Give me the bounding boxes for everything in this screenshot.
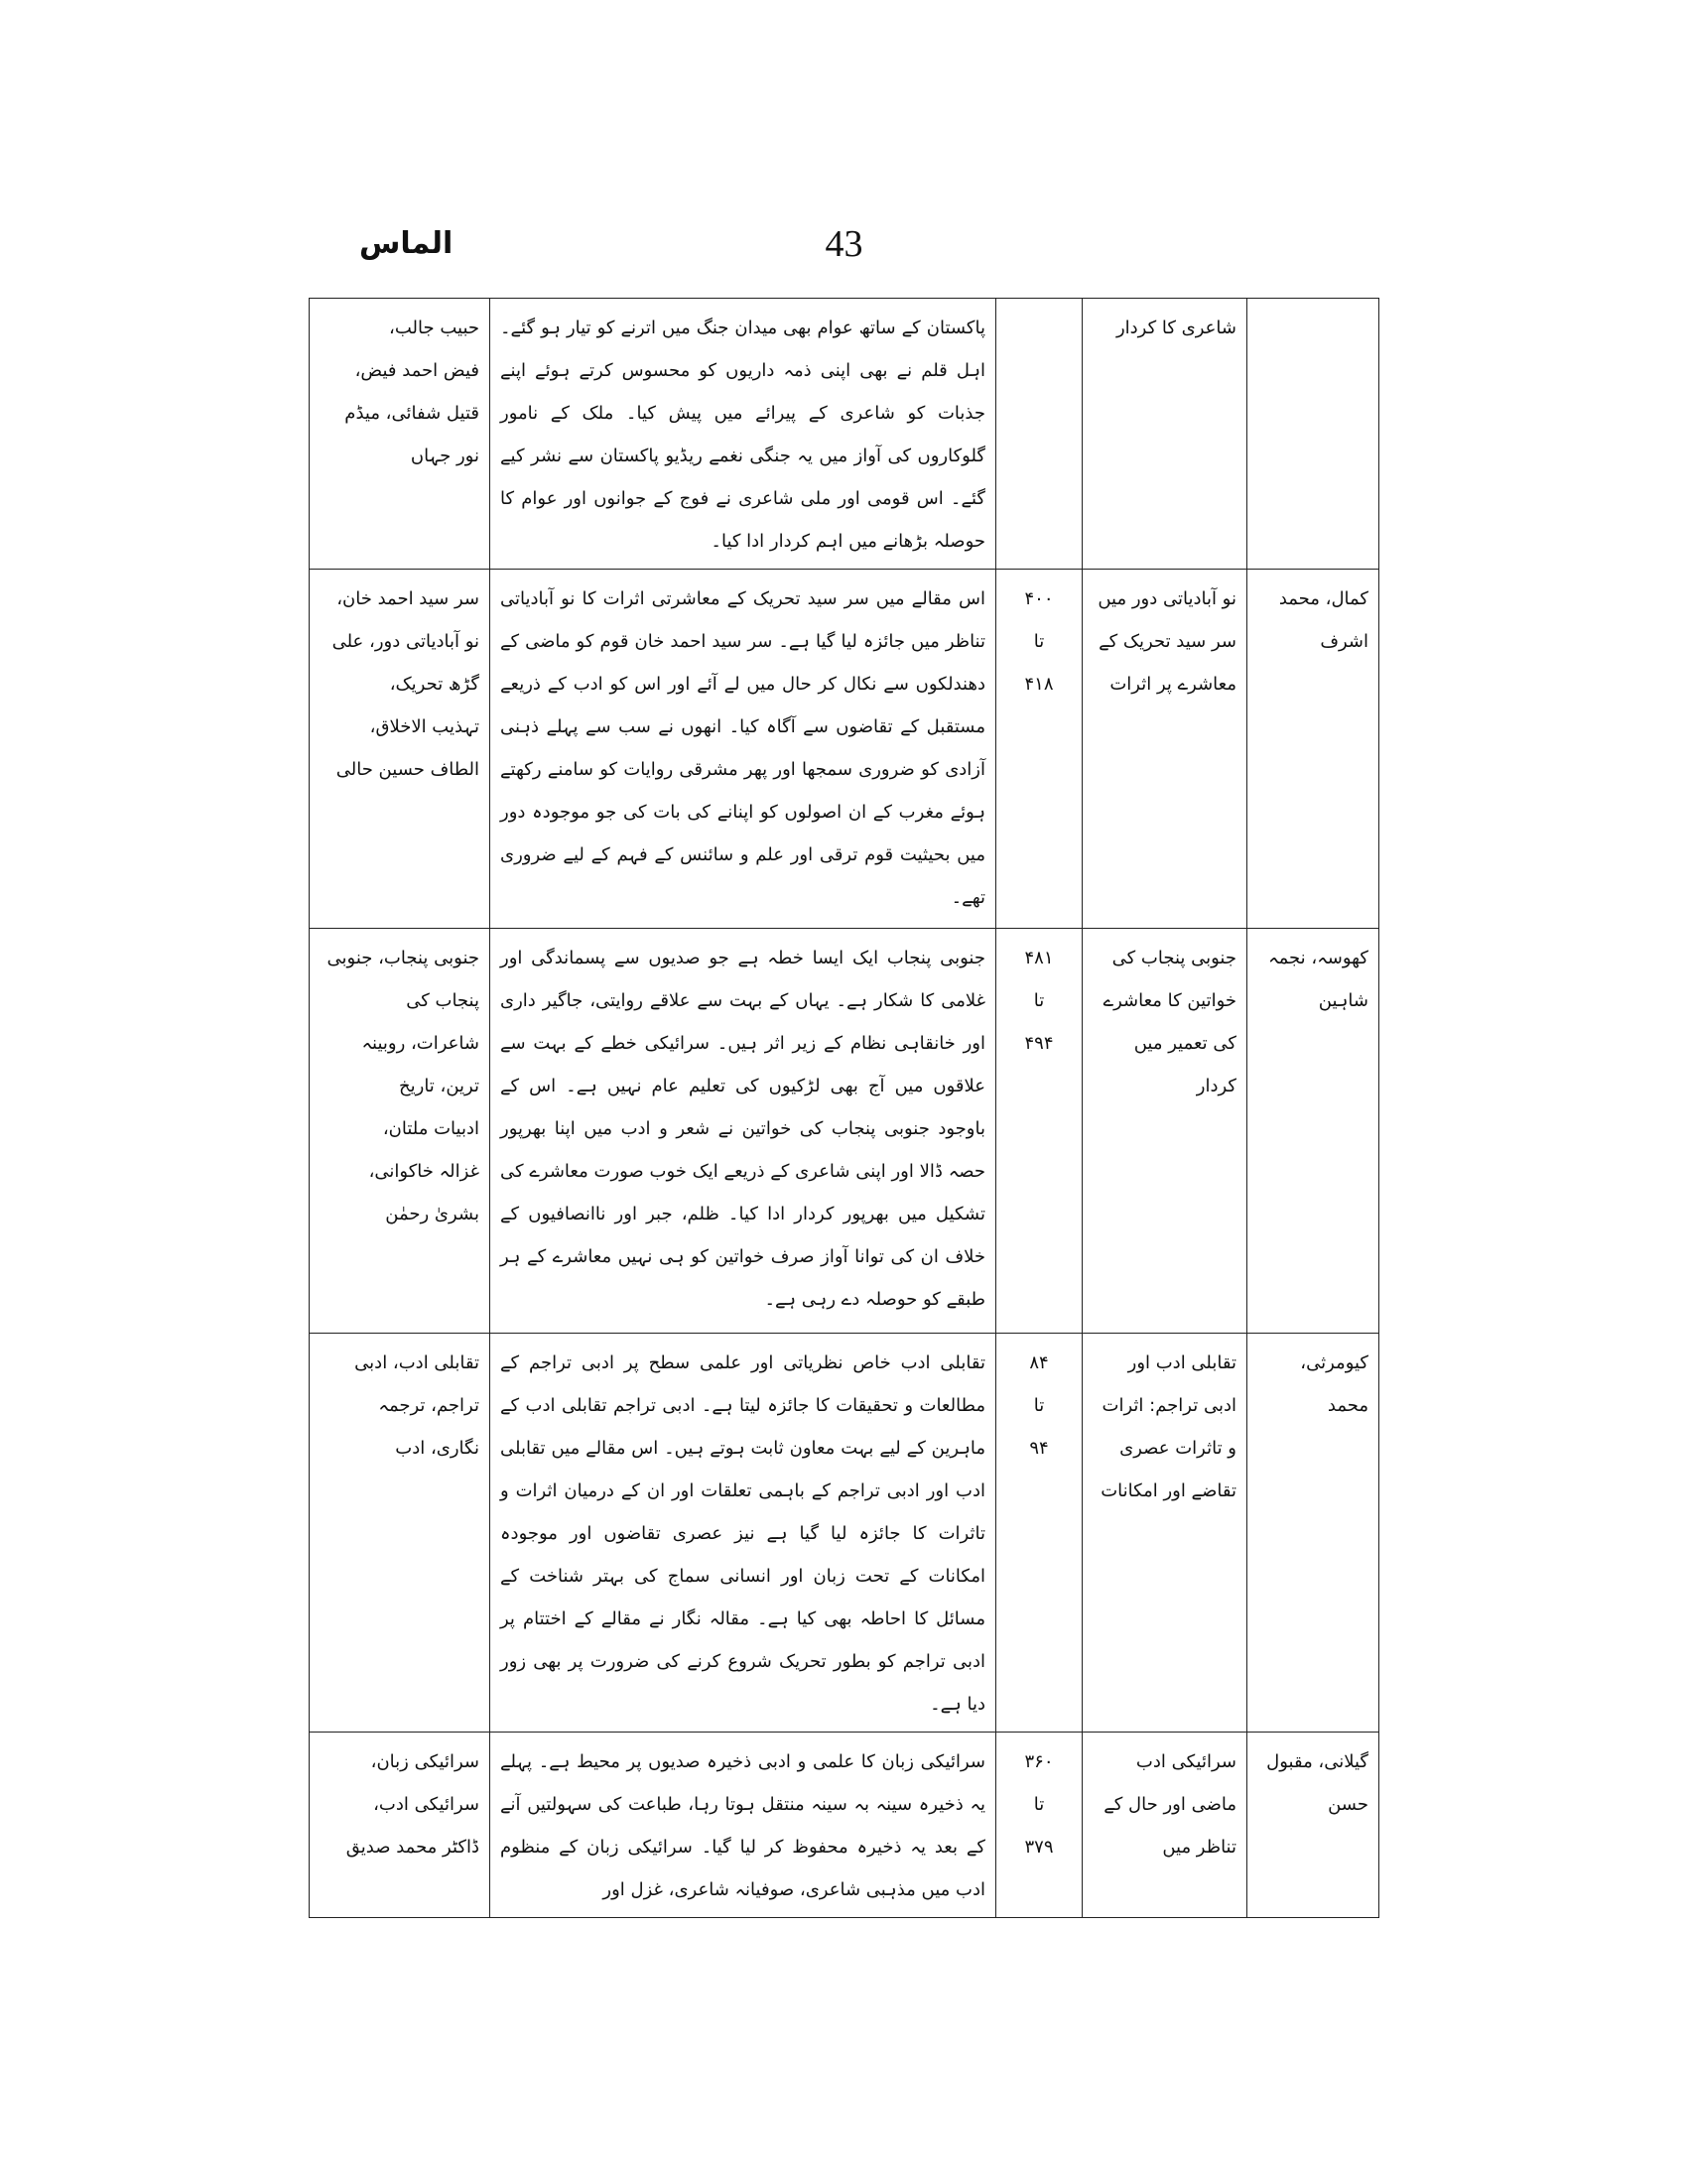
author-cell: کھوسہ، نجمہ شاہین	[1247, 929, 1379, 1334]
page-end: ۹۴	[1029, 1438, 1049, 1459]
page-end: ۴۱۸	[1024, 674, 1054, 695]
keyword: غزالہ خاکوانی،	[368, 1161, 479, 1182]
table-row	[310, 1334, 1379, 1733]
keyword: سر سید احمد خان،	[336, 588, 479, 609]
page-to: تا	[1033, 1794, 1045, 1815]
author-cell	[1247, 299, 1379, 570]
pages-cell	[996, 929, 1083, 1334]
page-start: ۴۰۰	[1024, 588, 1054, 609]
page-start: ۸۴	[1029, 1352, 1049, 1373]
author-cell: گیلانی، مقبول حسن	[1247, 1733, 1379, 1918]
keyword: نگاری، ادب	[395, 1438, 479, 1459]
page-start: ۳۶۰	[1024, 1751, 1054, 1772]
pages-cell	[996, 299, 1083, 570]
keyword: نو آبادیاتی دور، علی	[331, 631, 479, 652]
keyword: سرائیکی زبان،	[370, 1751, 479, 1772]
keyword: ڈاکٹر محمد صدیق	[345, 1837, 479, 1858]
title-cell: سرائیکی ادب ماضی اور حال کے تناظر میں	[1083, 1733, 1247, 1918]
keyword: الطاف حسین حالی	[335, 759, 479, 780]
page-end: ۴۹۴	[1024, 1033, 1054, 1054]
abstract-cell: جنوبی پنجاب ایک ایسا خطہ ہے جو صدیوں سے پسماندگی اور غلامی کا شکار ہے۔ یہاں کے بہت سے علاقے روایتی، جاگیر داری اور خانقاہی نظام کے زیر اثر ہیں۔ سرائیکی خطے کے بہت سے علاقوں میں آج بھی لڑکیوں کی تعلیم عام نہیں ہے۔ اس کے باوجود جنوبی پنجاب کی خواتین نے شعر و ادب میں اپنا بھرپور حصہ ڈالا اور اپنی شاعری کے ذریعے ایک خوب صورت معاشرے کی تشکیل میں بھرپور کردار ادا کیا۔ ظلم، جبر اور ناانصافیوں کے خلاف ان کی توانا آواز صرف خواتین کو ہی نہیں معاشرے کے ہر طبقے کو حوصلہ دے رہی ہے۔	[490, 929, 996, 1334]
title-cell: جنوبی پنجاب کی خواتین کا معاشرے کی تعمیر میں کردار	[1083, 929, 1247, 1334]
page-to: تا	[1033, 990, 1045, 1011]
abstract-cell: اس مقالے میں سر سید تحریک کے معاشرتی اثرات کا نو آبادیاتی تناظر میں جائزہ لیا گیا ہے۔ سر سید احمد خان قوم کو ماضی کے دھندلکوں سے نکال کر حال میں لے آئے اور اس کو ادب کے ذریعے مستقبل کے تقاضوں سے آگاہ کیا۔ انھوں نے سب سے پہلے ذہنی آزادی کو ضروری سمجھا اور پھر مشرقی روایات کو سامنے رکھتے ہوئے مغرب کے ان اصولوں کو اپنانے کی بات کی جو موجودہ دور میں بحیثیت قوم ترقی اور علم و سائنس کے فہم کے لیے ضروری تھے۔	[490, 570, 996, 929]
keyword: گڑھ تحریک،	[389, 674, 479, 695]
keyword: شاعرات، روبینہ	[361, 1033, 479, 1054]
keywords-cell	[310, 929, 490, 1334]
article-index-table	[309, 298, 1379, 1918]
pages-cell	[996, 1733, 1083, 1918]
keyword: تہذیب الاخلاق،	[369, 716, 479, 737]
table-row	[310, 929, 1379, 1334]
title-cell: نو آبادیاتی دور میں سر سید تحریک کے معاشرے پر اثرات	[1083, 570, 1247, 929]
keywords-cell	[310, 1733, 490, 1918]
page-end: ۳۷۹	[1024, 1837, 1054, 1858]
keywords-cell	[310, 299, 490, 570]
keyword: ادبیات ملتان،	[382, 1118, 479, 1139]
keywords-cell	[310, 570, 490, 929]
page-to: تا	[1033, 1395, 1045, 1416]
page-to: تا	[1033, 631, 1045, 652]
keyword: ترین، تاریخ	[399, 1076, 479, 1096]
author-cell: کمال، محمد اشرف	[1247, 570, 1379, 929]
abstract-cell: پاکستان کے ساتھ عوام بھی میدان جنگ میں اترنے کو تیار ہو گئے۔ اہل قلم نے بھی اپنی ذمہ داریوں کو محسوس کرتے ہوئے اپنے جذبات کو شاعری کے پیرائے میں پیش کیا۔ ملک کے نامور گلوکاروں کی آواز میں یہ جنگی نغمے ریڈیو پاکستان سے نشر کیے گئے۔ اس قومی اور ملی شاعری نے فوج کے جوانوں اور عوام کا حوصلہ بڑھانے میں اہم کردار ادا کیا۔	[490, 299, 996, 570]
page-start: ۴۸۱	[1024, 948, 1054, 968]
keyword: فیض احمد فیض،	[354, 360, 479, 381]
keyword: جنوبی پنجاب، جنوبی	[326, 948, 479, 968]
title-cell: تقابلی ادب اور ادبی تراجم: اثرات و تاثرات عصری تقاضے اور امکانات	[1083, 1334, 1247, 1733]
table-row	[310, 570, 1379, 929]
keyword: پنجاب کی	[406, 990, 479, 1011]
keywords-cell	[310, 1334, 490, 1733]
keyword: قتیل شفائی، میڈم	[344, 403, 479, 424]
page-number: 43	[825, 223, 863, 265]
keyword: تقابلی ادب، ادبی	[354, 1352, 479, 1373]
table-row	[310, 1733, 1379, 1918]
table-row	[310, 299, 1379, 570]
keyword: نور جہاں	[410, 446, 479, 466]
abstract-cell: تقابلی ادب خاص نظریاتی اور علمی سطح پر ادبی تراجم کے مطالعات و تحقیقات کا جائزہ لیتا ہے۔ ادبی تراجم تقابلی ادب کے ماہرین کے لیے بہت معاون ثابت ہوتے ہیں۔ اس مقالے میں تقابلی ادب اور ادبی تراجم کے باہمی تعلقات اور ان کے درمیان اثرات و تاثرات کا جائزہ لیا گیا ہے نیز عصری تقاضوں اور موجودہ امکانات کے تحت زبان اور انسانی سماج کی بہتر شناخت کے مسائل کا احاطہ بھی کیا ہے۔ مقالہ نگار نے مقالے کے اختتام پر ادبی تراجم کو بطور تحریک شروع کرنے کی ضرورت پر بھی زور دیا ہے۔	[490, 1334, 996, 1733]
pages-cell	[996, 1334, 1083, 1733]
pages-cell	[996, 570, 1083, 929]
keyword: بشریٰ رحمٰن	[385, 1204, 479, 1224]
author-cell: کیومرثی، محمد	[1247, 1334, 1379, 1733]
journal-name: الماس	[359, 226, 454, 261]
title-cell: شاعری کا کردار	[1083, 299, 1247, 570]
keyword: حبیب جالب،	[389, 318, 479, 338]
keyword: سرائیکی ادب،	[373, 1794, 479, 1815]
abstract-cell: سرائیکی زبان کا علمی و ادبی ذخیرہ صدیوں پر محیط ہے۔ پہلے یہ ذخیرہ سینہ بہ سینہ منتقل ہوتا رہا، طباعت کی سہولتیں آنے کے بعد یہ ذخیرہ محفوظ کر لیا گیا۔ سرائیکی زبان کے منظوم ادب میں مذہبی شاعری، صوفیانہ شاعری، غزل اور	[490, 1733, 996, 1918]
keyword: تراجم، ترجمہ	[378, 1395, 479, 1416]
